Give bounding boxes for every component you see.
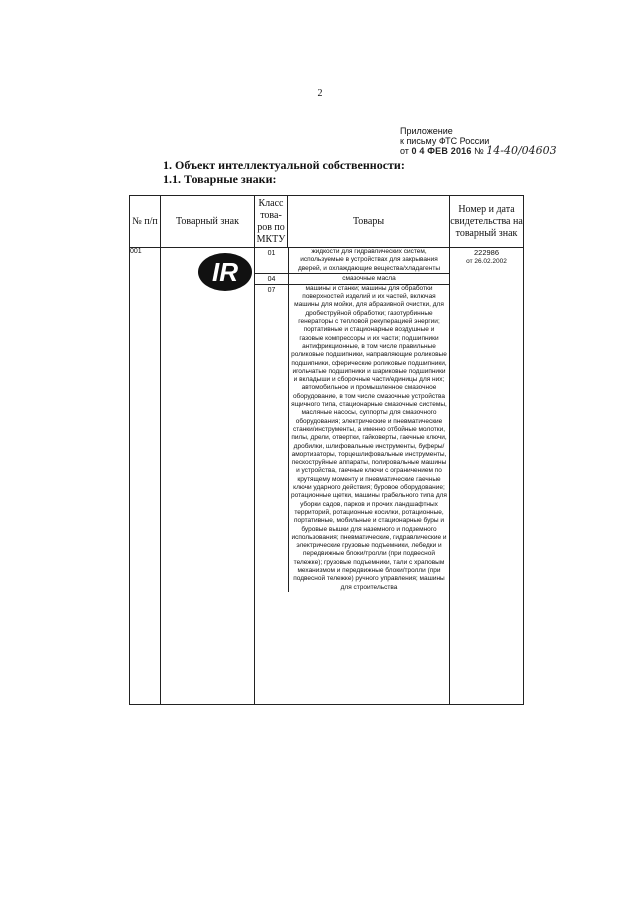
classes-goods-cell (255, 248, 450, 705)
header-class: Класс това-ров по МКТУ (255, 196, 288, 248)
table-header-row (130, 196, 524, 248)
page-number: 2 (317, 88, 323, 99)
class-goods: машины и станки; машины для обработки поверхностей изделий и их частей, включая машины для мойки, для абразивной очистки, для дробеструйной обработки; газотурбинные генераторы с тепловой рекуперацией энергии; портативные и стационарные воздушные и газовые компрессоры и их части; подшипники антифрикционные, в том числе правильные роликовые подшипники, направляющие роликовые подшипники, сферические роликовые подшипники, игольчатые подшипники и шариковые подшипники и вкладыши и сборочные части/единицы для них; автомобильное и промышленное смазочное оборудование, в том числе смазочные устройства ящичного типа, стационарные смазочные системы, масляные насосы, суппорты для смазочного оборудования; электрические и пневматические станки/инструменты, а именно отбойные молотки, пилы, дрели, отвертки, гайковерты, гаечные ключи, дробилки, шлифовальные инструменты, буферы/амортизаторы, торцешлифовальные инструменты, пескоструйные аппараты, полировальные машины и устройства, гаечные ключи с ограничением по крутящему моменту и пневматические гаечные ключи ударного действия; буровое оборудование; ротационные щетки, машины грабельного типа для уборки садов, парков и прочих ландшафтных территорий, ротационные косилки, ротационные, портативные, мобильные и стационарные буры и буровые вышки для наземного и подземного использования; пневматические, гидравлические и электрические грузовые подъемники, лебедки и передвижные блоки/тролли (при подвесной тележке); грузовые подъемники, тали с храповым механизмом и передвижные блоки/тролли (при подвесной тележке) ручного управления; машины для строительства (291, 284, 447, 591)
appendix-title: Приложение (400, 126, 453, 136)
from-label: от (400, 146, 409, 156)
header-certificate: Номер и дата свидетельства на товарный знак (450, 196, 524, 248)
header-num: № п/п (130, 196, 161, 248)
class-code: 07 (255, 284, 289, 591)
appendix-block (400, 126, 557, 156)
class-code: 01 (255, 248, 289, 273)
appendix-reference (400, 146, 557, 156)
letter-date: 0 4 ФЕВ 2016 (411, 146, 472, 156)
appendix-recipient: к письму ФТС России (400, 136, 490, 146)
class-goods: жидкости для гидравлических систем, используемые в устройствах для закрывания дверей, и охлаждающие вещества/хладагенты (289, 248, 450, 273)
subsection-heading: 1.1. Товарные знаки: (163, 172, 277, 186)
classes-goods-table (255, 248, 449, 592)
certificate-date: от 26.02.2002 (466, 258, 507, 265)
class-code: 04 (255, 273, 289, 284)
trademark-cell (161, 248, 255, 705)
header-goods: Товары (288, 196, 450, 248)
certificate-cell (450, 248, 524, 705)
table-row (130, 248, 524, 705)
ir-logo-image (197, 252, 253, 292)
row-number: 001 (130, 248, 161, 705)
class-row (255, 284, 449, 591)
class-goods: смазочные масла (289, 273, 450, 284)
certificate-number: 222986 (473, 248, 500, 257)
class-row (255, 273, 449, 284)
number-label: № (474, 146, 484, 156)
trademarks-table (129, 195, 524, 705)
section-heading: 1. Объект интеллектуальной собственности: (163, 158, 405, 172)
class-row (255, 248, 449, 273)
logo-text: IR (212, 257, 238, 287)
header-mark: Товарный знак (161, 196, 255, 248)
letter-number: 14-40/04603 (486, 144, 557, 157)
